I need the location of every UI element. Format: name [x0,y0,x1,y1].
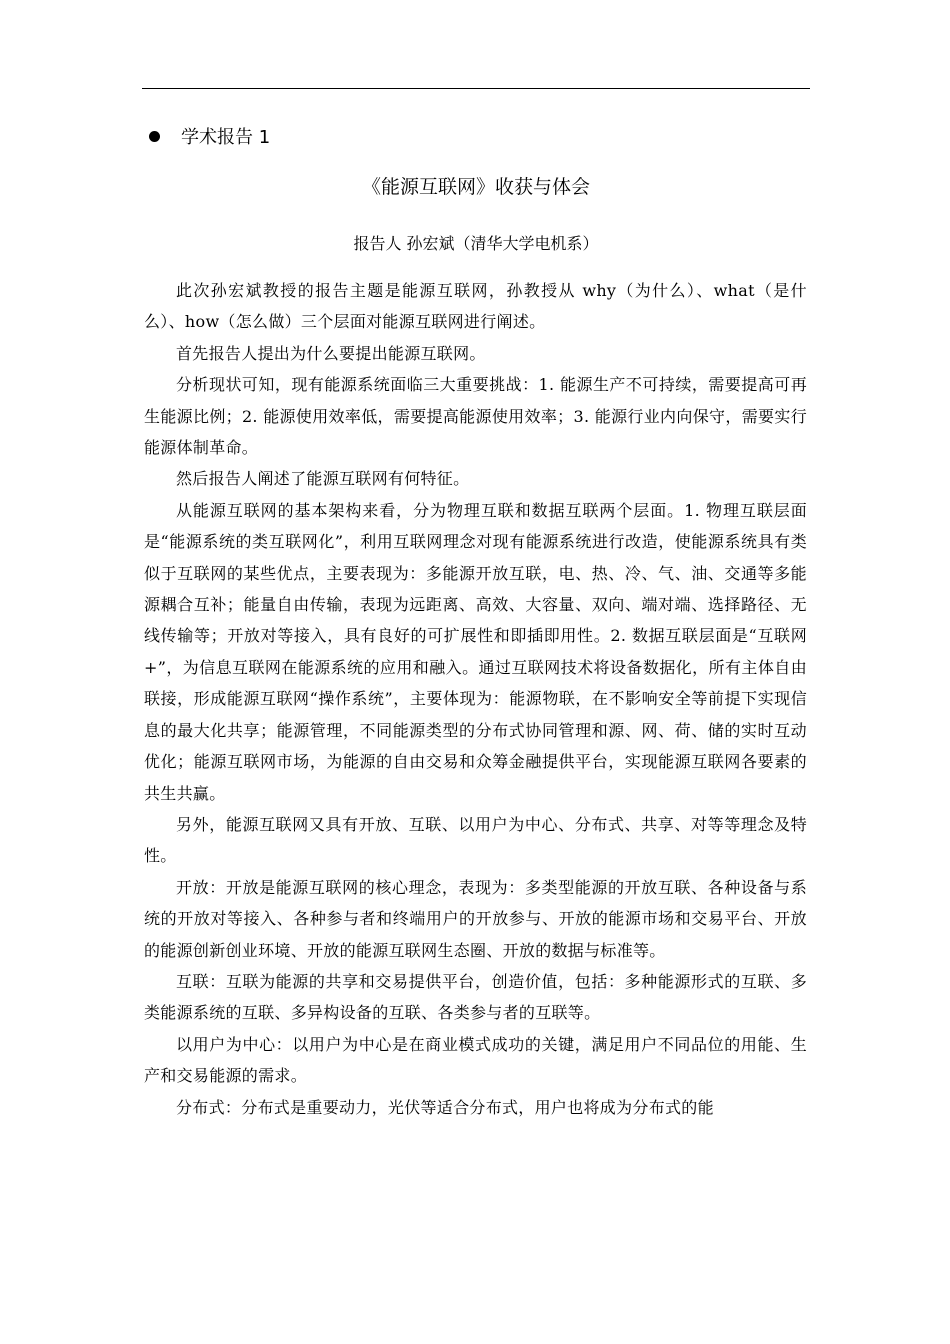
paragraph: 以用户为中心：以用户为中心是在商业模式成功的关键，满足用户不同品位的用能、生产和交易能源的需求。 [144,1034,807,1086]
paragraph: 开放：开放是能源互联网的核心理念，表现为：多类型能源的开放互联、各种设备与系统的开放对等接入、各种参与者和终端用户的开放参与、开放的能源市场和交易平台、开放的能源创新创业环境、开放的能源互联网生态圈、开放的数据与标准等。 [144,877,807,960]
paragraph: 此次孙宏斌教授的报告主题是能源互联网，孙教授从 why（为什么）、what（是什么）、how（怎么做）三个层面对能源互联网进行阐述。 [144,281,807,332]
paragraph: 互联：互联为能源的共享和交易提供平台，创造价值，包括：多种能源形式的互联、多类能源系统的互联、多异构设备的互联、各类参与者的互联等。 [144,971,807,1023]
paragraph: 然后报告人阐述了能源互联网有何特征。 [176,469,470,489]
section-heading [146,122,270,150]
report-byline: 报告人 孙宏斌（清华大学电机系） [353,234,599,253]
paragraph: 从能源互联网的基本架构来看，分为物理互联和数据互联两个层面。1. 物理互联层面是“能源系统的类互联网化”，利用互联网理念对现有能源系统进行改造，使能源系统具有类似于互联网的某些优点，主要表现为：多能源开放互联，电、热、冷、气、油、交通等多能源耦合互补；能量自由传输，表现为远距离、高效、大容量、双向、端对端、选择路径、无线传输等；开放对等接入，具有良好的可扩展性和即插即用性。2. 数据互联层面是“互联网+”，为信息互联网在能源系统的应用和融入。通过互联网技术将设备数据化，所有主体自由联接，形成能源互联网“操作系统”，主要体现为：能源物联，在不影响安全等前提下实现信息的最大化共享；能源管理，不同能源类型的分布式协同管理和源、网、荷、储的实时互动优化；能源互联网市场，为能源的自由交易和众筹金融提供平台，实现能源互联网各要素的共生共赢。 [144,500,807,803]
report-title: 《能源互联网》收获与体会 [361,176,590,198]
paragraph: 另外，能源互联网又具有开放、互联、以用户为中心、分布式、共享、对等等理念及特性。 [144,814,807,866]
paragraph: 分析现状可知，现有能源系统面临三大重要挑战：1. 能源生产不可持续，需要提高可再生能源比例；2. 能源使用效率低，需要提高能源使用效率；3. 能源行业内向保守，需要实行能源体制革命。 [144,375,807,458]
section-heading-text: 学术报告 1 [181,127,271,148]
paragraph: 分布式：分布式是重要动力，光伏等适合分布式，用户也将成为分布式的能 [176,1097,714,1117]
report-body [144,275,807,1123]
bullet-icon [149,131,160,142]
paragraph: 首先报告人提出为什么要提出能源互联网。 [176,343,486,363]
header-rule [142,88,810,89]
